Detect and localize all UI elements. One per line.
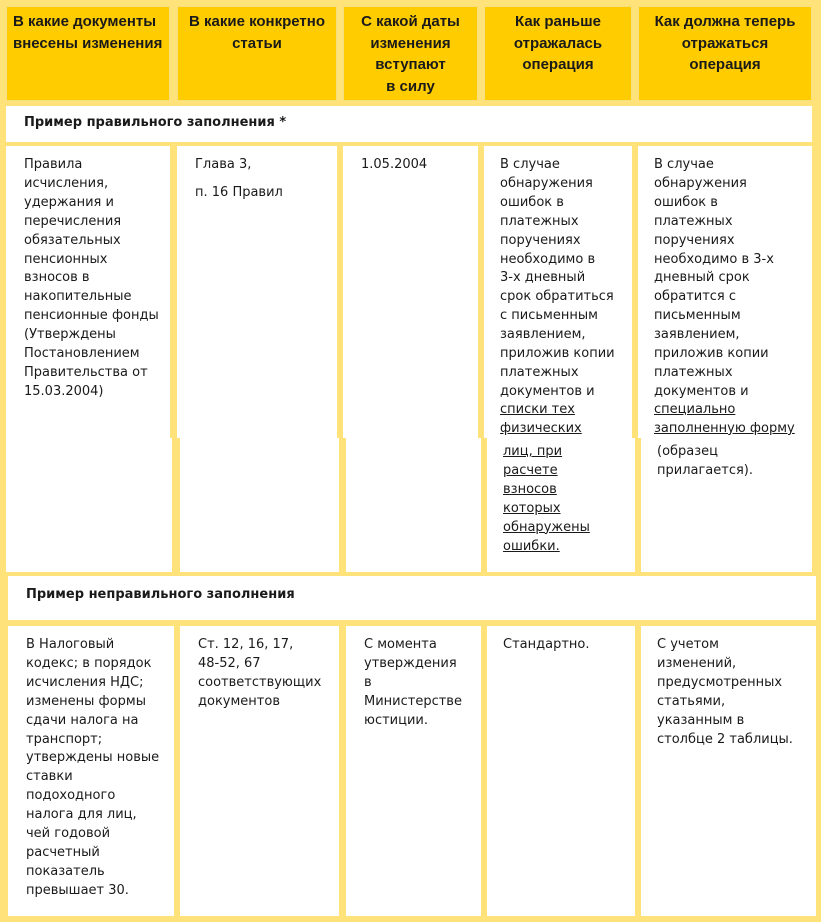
header-before-text: Как раньше отражалась операция xyxy=(513,13,603,73)
incorrect-articles-text: Ст. 12, 16, 17, 48-52, 67 соответствующих документов xyxy=(198,637,322,709)
correct-date-cell xyxy=(343,146,478,438)
correct-articles-cell-continued xyxy=(180,438,339,572)
correct-article-line-2: п. 16 Правил xyxy=(195,185,283,200)
incorrect-after-cell xyxy=(641,626,816,916)
section-correct-title-text: Пример правильного заполнения * xyxy=(24,115,287,130)
correct-doc-cell xyxy=(6,146,170,438)
correct-before-text: В случае обнаружения ошибок в платежных поручениях необходимо в 3-х дневный срок обратиться с письменным заявлением, приложив копии платежных документов и xyxy=(500,157,615,399)
correct-after-link[interactable]: специально заполненную форму xyxy=(654,402,795,436)
correct-doc-text: Правила исчисления, удержания и перечисления обязательных пенсионных взносов в накопительные пенсионные фонды (Утверждены Постановлением Правительства от 15.03.2004) xyxy=(24,157,159,399)
section-correct-title xyxy=(6,106,812,142)
header-articles xyxy=(177,6,337,101)
incorrect-before-cell xyxy=(487,626,635,916)
incorrect-date-cell xyxy=(346,626,481,916)
correct-date-text: 1.05.2004 xyxy=(361,157,428,172)
correct-after-note: (образец прилагается). xyxy=(657,444,754,478)
incorrect-after-text: С учетом изменений, предусмотренных статьями, указанным в столбце 2 таблицы. xyxy=(657,637,793,747)
incorrect-before-text: Стандартно. xyxy=(503,637,590,652)
correct-articles-cell xyxy=(177,146,337,438)
header-documents xyxy=(6,6,170,101)
correct-after-cell xyxy=(638,146,812,438)
header-effective-date xyxy=(343,6,478,101)
incorrect-doc-cell xyxy=(8,626,174,916)
header-articles-text: В какие конкретно статьи xyxy=(188,13,325,52)
header-after xyxy=(638,6,812,101)
section-incorrect-title-text: Пример неправильного заполнения xyxy=(26,587,295,602)
incorrect-date-text: С момента утверждения в Министерстве юстиции. xyxy=(364,637,462,728)
correct-after-cell-continued xyxy=(641,438,812,572)
correct-after-text: В случае обнаружения ошибок в платежных поручениях необходимо в 3-х дневный срок обратится с письменным заявлением, приложив копии платежных документов и xyxy=(654,157,774,399)
correct-before-link-part-2[interactable]: лиц, при расчете взносов которых обнаружены ошибки. xyxy=(503,444,590,554)
correct-before-link-part-1[interactable]: списки тех физических xyxy=(500,402,582,436)
header-after-text: Как должна теперь отражаться операция xyxy=(654,13,796,73)
correct-before-cell-continued xyxy=(487,438,635,572)
correct-date-cell-continued xyxy=(346,438,481,572)
header-effective-date-text: С какой даты изменения вступают в силу xyxy=(361,13,460,95)
header-documents-text: В какие документы внесены изменения xyxy=(13,13,163,52)
incorrect-doc-text: В Налоговый кодекс; в порядок исчисления НДС; изменены формы сдачи налога на транспорт; утверждены новые ставки подоходного налога для лиц, чей годовой расчетный показатель превышает 30. xyxy=(26,637,160,898)
correct-article-line-1: Глава 3, xyxy=(195,157,252,172)
section-incorrect-title xyxy=(8,576,816,620)
correct-doc-cell-continued xyxy=(6,438,172,572)
incorrect-articles-cell xyxy=(180,626,339,916)
header-before xyxy=(484,6,632,101)
correct-before-cell xyxy=(484,146,632,438)
